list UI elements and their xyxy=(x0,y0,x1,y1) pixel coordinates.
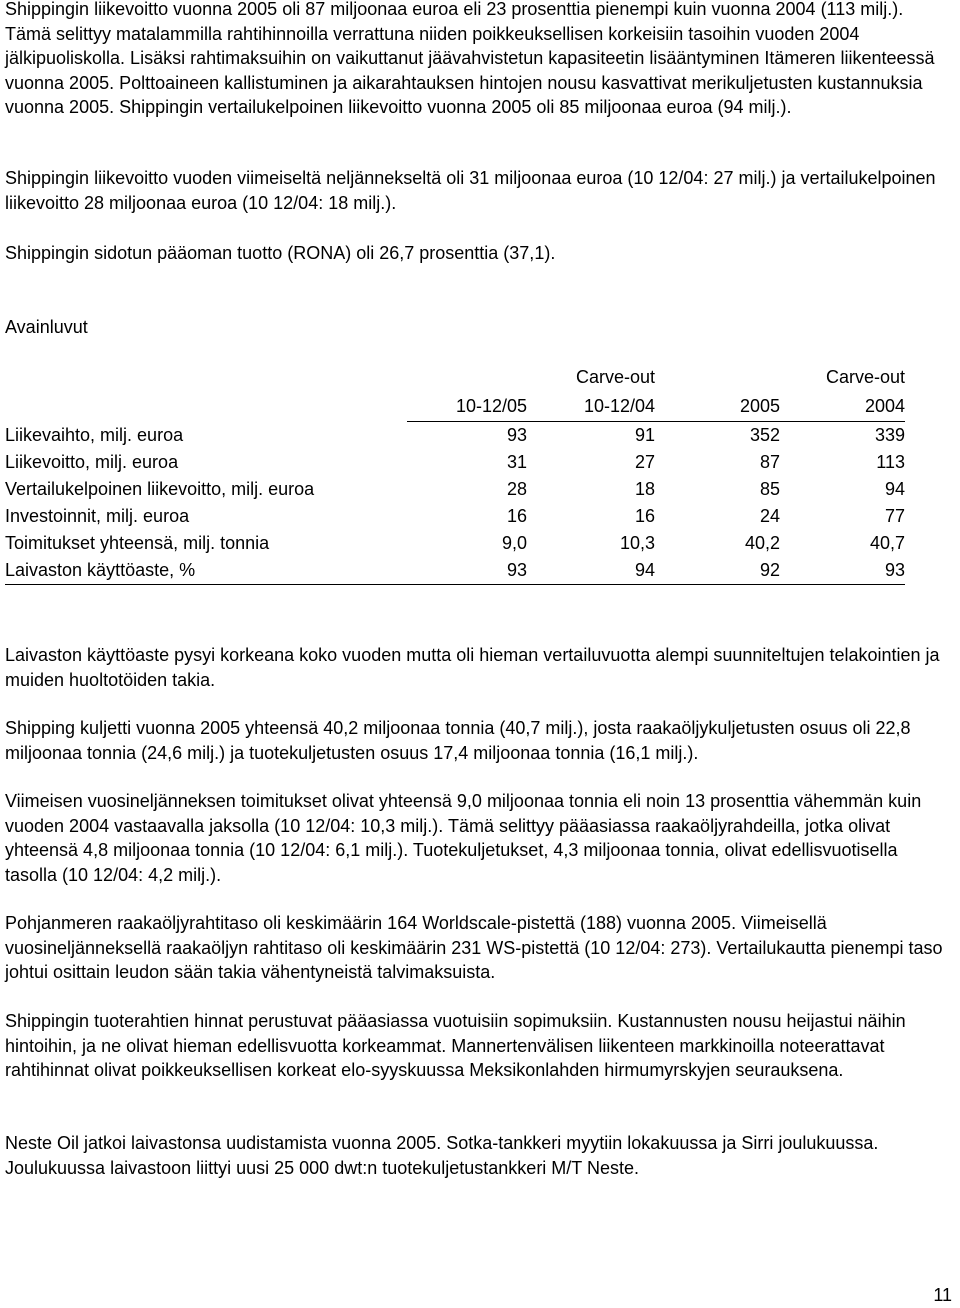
paragraph-fleet-renewal: Neste Oil jatkoi laivastonsa uudistamista vuonna 2005. Sotka-tankkeri myytiin lokakuussa ja Sirri joulukuussa. Joulukuussa laivastoon liittyi uusi 25 000 dwt:n tuotekuljetustankkeri M/T Neste. xyxy=(5,1133,879,1178)
header-cell xyxy=(5,391,407,422)
paragraph-q4-deliveries: Viimeisen vuosineljänneksen toimitukset olivat yhteensä 9,0 miljoonaa tonnia eli noin 13 prosenttia vähemmän kuin vuoden 2004 vastaavalla jaksolla (10 12/04: 10,3 milj.). Tämä selittyy pääasiassa raakaöljyrahdeilla, jotka olivat yhteensä 4,8 miljoonaa tonnia (10 12/04: 6,1 milj.). Tuotekuljetukset, 4,3 miljoonaa tonnia, olivat edellisvuotisella tasolla (10 12/04: 4,2 milj.). xyxy=(5,791,922,885)
table-cell: 93 xyxy=(407,557,527,585)
table-cell: 339 xyxy=(874,425,905,445)
paragraph-product-freight: Shippingin tuoterahtien hinnat perustuvat pääasiassa vuotuisiin sopimuksiin. Kustannusten nousu heijastui näihin hintoihin, ja ne olivat hieman edellisvuotta korkeammat. Mannertenvälisen liikenteen markkinoilla noteerattavat rahtihinnat olivat poikkeuksellisen korkeat elo-syyskuussa Meksikonlahden hirmumyrskyjen seurauksena. xyxy=(5,1011,906,1080)
page-number: 11 xyxy=(933,1285,952,1305)
table-cell: 10,3 xyxy=(619,533,655,553)
header-cell xyxy=(407,364,527,391)
table-cell: 16 xyxy=(634,506,655,526)
paragraph-fleet-utilization: Laivaston käyttöaste pysyi korkeana koko vuoden mutta oli hieman vertailuvuotta alempi suunniteltujen telakointien ja muiden huoltotöiden takia. xyxy=(5,645,940,690)
table-cell: 9,0 xyxy=(501,533,527,553)
row-label: Liikevaihto, milj. euroa xyxy=(5,424,184,445)
table-cell: 18 xyxy=(634,479,655,499)
table-cell: 91 xyxy=(634,425,655,445)
row-label: Liikevoitto, milj. euroa xyxy=(5,452,179,472)
row-label: Toimitukset yhteensä, milj. tonnia xyxy=(5,533,270,553)
table-cell: 93 xyxy=(780,557,905,585)
table-cell: 93 xyxy=(506,425,527,445)
header-cell xyxy=(655,364,780,391)
table-row xyxy=(5,503,905,530)
row-label: Investoinnit, milj. euroa xyxy=(5,506,190,526)
row-label: Vertailukelpoinen liikevoitto, milj. euroa xyxy=(5,479,315,499)
table-row xyxy=(5,476,905,503)
paragraph-freight-rates: Pohjanmeren raakaöljyrahtitaso oli keskimäärin 164 Worldscale-pistettä (188) vuonna 2005. Viimeisellä vuosineljänneksellä raakaöljyn rahtitaso oli keskimäärin 231 WS-pistettä (10 12/04: 273). Vertailukautta pienempi taso johtui osittain leudon sään takia vähentyneistä talvimaksuista. xyxy=(5,913,943,982)
header-cell: 10-12/05 xyxy=(407,391,527,422)
table-cell: 24 xyxy=(759,506,780,526)
table-cell: 94 xyxy=(527,557,655,585)
table-cell: 85 xyxy=(759,479,780,499)
section-title: Avainluvut xyxy=(5,317,88,337)
table-cell: 94 xyxy=(884,479,905,499)
row-label: Laivaston käyttöaste, % xyxy=(5,557,407,585)
table-cell: 16 xyxy=(506,506,527,526)
table-cell: 31 xyxy=(506,452,527,472)
header-cell xyxy=(5,364,407,391)
table-cell: 40,7 xyxy=(869,533,905,553)
paragraph-q4-profit: Shippingin liikevoitto vuoden viimeiseltä neljännekseltä oli 31 miljoonaa euroa (10 12/04: 27 milj.) ja vertailukelpoinen liikevoitto 28 miljoonaa euroa (10 12/04: 18 milj.). xyxy=(5,168,936,213)
header-cell: 2005 xyxy=(655,391,780,422)
table-cell: 40,2 xyxy=(744,533,780,553)
table-row xyxy=(5,449,905,476)
table-row xyxy=(5,557,905,585)
header-cell: Carve-out xyxy=(825,367,905,387)
header-cell: 2004 xyxy=(780,391,905,422)
table-row xyxy=(5,530,905,557)
paragraph-transport-volumes: Shipping kuljetti vuonna 2005 yhteensä 40,2 miljoonaa tonnia (40,7 milj.), josta raakaöljykuljetusten osuus oli 22,8 miljoonaa tonnia (24,6 milj.) ja tuotekuljetusten osuus 17,4 miljoonaa tonnia (16,1 milj.). xyxy=(5,718,911,763)
table-cell: 92 xyxy=(655,557,780,585)
table-cell: 77 xyxy=(884,506,905,526)
key-figures-table xyxy=(5,364,905,585)
table-cell: 27 xyxy=(634,452,655,472)
table-cell: 87 xyxy=(759,452,780,472)
table-header-row-top xyxy=(5,364,905,391)
table-row xyxy=(5,422,905,450)
paragraph-rona: Shippingin sidotun pääoman tuotto (RONA) oli 26,7 prosenttia (37,1). xyxy=(5,243,556,263)
paragraph-shipping-profit: Shippingin liikevoitto vuonna 2005 oli 87 miljoonaa euroa eli 23 prosenttia pienempi kuin vuonna 2004 (113 milj.). Tämä selittyy matalammilla rahtihinnoilla verrattuna niiden poikkeuksellisen korkeisiin tasoihin vuoden 2004 jälkipuoliskolla. Lisäksi rahtimaksuihin on vaikuttanut jäävahvistetun kapasiteetin lisääntyminen Itämeren liikenteessä vuonna 2005. Polttoaineen kallistuminen ja aikarahtauksen hintojen nousu kasvattivat merikuljetusten kustannuksia vuonna 2005. Shippingin vertailukelpoinen liikevoitto vuonna 2005 oli 85 miljoonaa euroa (94 milj.). xyxy=(5,0,935,117)
table-header-row xyxy=(5,391,905,422)
table-cell: 28 xyxy=(506,479,527,499)
header-cell: 10-12/04 xyxy=(527,391,655,422)
table-cell: 352 xyxy=(749,425,780,445)
header-cell: Carve-out xyxy=(575,367,655,387)
table-cell: 113 xyxy=(876,452,905,472)
